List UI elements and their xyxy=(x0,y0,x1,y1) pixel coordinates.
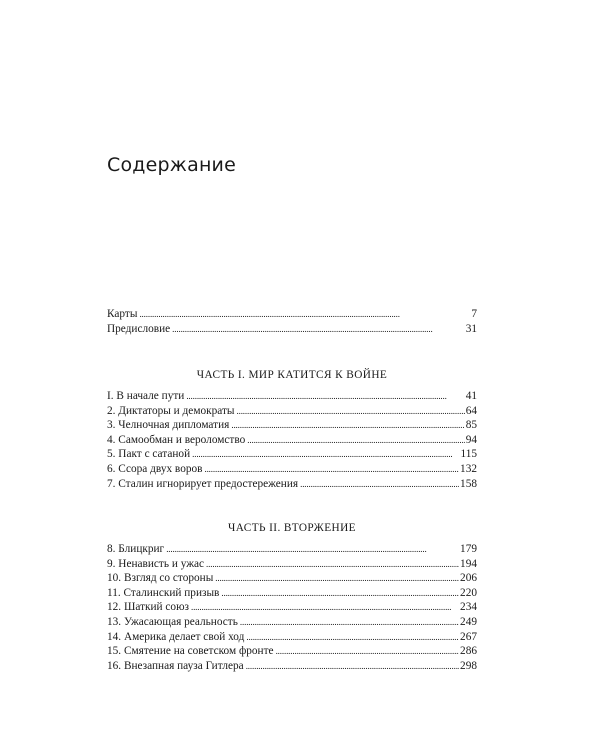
toc-entry xyxy=(107,462,477,477)
toc-entry-label: I. В начале пути xyxy=(107,390,185,402)
toc-entry xyxy=(107,418,477,433)
toc-entry xyxy=(107,600,477,615)
toc-entry xyxy=(107,404,477,419)
toc-entry xyxy=(107,630,477,645)
front-matter-list xyxy=(107,307,477,336)
part-heading: ЧАСТЬ I. МИР КАТИТСЯ К ВОЙНЕ xyxy=(196,369,388,381)
dot-leader xyxy=(166,542,459,557)
toc-entry xyxy=(107,447,477,462)
toc-entry-label: 2. Диктаторы и демократы xyxy=(107,404,235,417)
dot-leader xyxy=(231,418,464,433)
toc-entry xyxy=(107,477,477,492)
toc-entry-page: 249 xyxy=(460,615,477,628)
toc-entry-label: 5. Пакт с сатаной xyxy=(107,448,191,461)
toc-entry-page: 298 xyxy=(460,659,477,672)
dot-leader xyxy=(246,630,459,645)
toc-entry-page: 85 xyxy=(465,419,477,432)
page-title: Содержание xyxy=(107,154,236,176)
toc-entry-label: 3. Челночная дипломатия xyxy=(107,419,230,432)
toc-entry-page: 286 xyxy=(460,645,477,658)
toc-entry xyxy=(107,571,477,586)
toc-entry-page: 132 xyxy=(460,462,477,475)
toc-entry-label: Карты xyxy=(107,308,138,320)
toc-entry xyxy=(107,644,477,659)
dot-leader xyxy=(246,659,459,674)
toc-entry-label: 16. Внезапная пауза Гитлера xyxy=(107,659,244,672)
toc-entry xyxy=(107,542,477,557)
dot-leader xyxy=(237,404,465,419)
dot-leader xyxy=(172,322,465,337)
dot-leader xyxy=(240,615,459,630)
toc-entry xyxy=(107,389,477,404)
toc-entry-label: 12. Шаткий союз xyxy=(107,601,189,614)
toc-entry-label: 14. Америка делает свой ход xyxy=(107,630,245,643)
toc-entry-page: 115 xyxy=(460,448,477,461)
toc-entry-label: 8. Блицкриг xyxy=(107,543,165,555)
toc-entry-page: 94 xyxy=(465,433,477,446)
toc-entry-page: 158 xyxy=(460,477,477,490)
dot-leader xyxy=(139,307,470,322)
dot-leader xyxy=(192,447,459,462)
dot-leader xyxy=(186,389,464,404)
dot-leader xyxy=(206,557,459,572)
toc-entry xyxy=(107,433,477,448)
toc-entry-label: 4. Самообман и вероломство xyxy=(107,433,246,446)
dot-leader xyxy=(300,477,459,492)
dot-leader xyxy=(221,586,459,601)
toc-entry xyxy=(107,659,477,674)
toc-entry-page: 7 xyxy=(471,308,477,320)
toc-entry-label: 10. Взгляд со стороны xyxy=(107,572,214,585)
dot-leader xyxy=(276,644,459,659)
dot-leader xyxy=(215,571,459,586)
toc-entry-page: 179 xyxy=(460,543,477,555)
dot-leader xyxy=(247,433,464,448)
toc-entry-label: 9. Ненависть и ужас xyxy=(107,557,205,570)
toc-entry-label: 13. Ужасающая реальность xyxy=(107,615,238,628)
toc-entry-page: 234 xyxy=(460,601,477,614)
toc-entry-label: Предисловие xyxy=(107,322,171,335)
toc-entry-page: 267 xyxy=(460,630,477,643)
toc-entry xyxy=(107,557,477,572)
dot-leader xyxy=(191,600,459,615)
toc-entry-page: 194 xyxy=(460,557,477,570)
toc-entry xyxy=(107,307,477,322)
dot-leader xyxy=(204,462,459,477)
chapter-list xyxy=(107,542,477,673)
chapter-list xyxy=(107,389,477,491)
toc-entry-page: 206 xyxy=(460,572,477,585)
toc-entry xyxy=(107,586,477,601)
toc-entry xyxy=(107,322,477,337)
toc-entry xyxy=(107,615,477,630)
part-heading: ЧАСТЬ II. ВТОРЖЕНИЕ xyxy=(228,522,356,534)
toc-entry-page: 64 xyxy=(465,404,477,417)
toc-entry-label: 6. Ссора двух воров xyxy=(107,462,203,475)
toc-entry-page: 220 xyxy=(460,586,477,599)
toc-entry-page: 41 xyxy=(465,390,477,402)
toc-entry-label: 7. Сталин игнорирует предостережения xyxy=(107,477,299,490)
toc-entry-label: 15. Смятение на советском фронте xyxy=(107,645,274,658)
toc-entry-label: 11. Сталинский призыв xyxy=(107,586,220,599)
toc-entry-page: 31 xyxy=(465,322,477,335)
